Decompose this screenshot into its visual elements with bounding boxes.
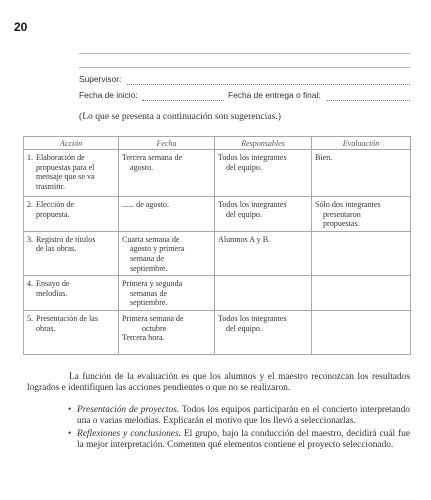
date-line: agosto y primera xyxy=(130,244,185,254)
table-row xyxy=(24,276,411,311)
bullet-text: Todos los equipos participarán en el concierto interpretando una o varias melodías. Explicarán el motivo que los llevó a seleccionarlas. xyxy=(77,405,410,427)
date-line: ...... de agosto. xyxy=(122,200,169,209)
date-line: semana de xyxy=(130,253,164,263)
table-row xyxy=(24,310,411,354)
date-line: Tercera hora. xyxy=(122,333,165,343)
action-cell xyxy=(24,310,119,354)
responsible-line: del equipo. xyxy=(226,323,262,333)
responsible-line: Alumnos A y B. xyxy=(218,234,271,244)
delivery-date-field[interactable] xyxy=(327,100,410,101)
evaluation-cell xyxy=(312,310,411,354)
date-line: septiembre. xyxy=(130,298,168,308)
date-line: semanas de xyxy=(130,288,168,298)
paragraph-text: La función de la evaluación es que los alumnos y el maestro reconozcan los resultados logrados e identifiquen las acciones pendientes o que no se realizaron. xyxy=(27,372,410,394)
date-line: Primera y segunda xyxy=(122,279,183,289)
responsible-cell xyxy=(215,310,312,354)
action-line: Registro de títulos xyxy=(36,234,96,244)
bullet-list xyxy=(68,405,410,453)
date-cell xyxy=(119,150,215,197)
start-date-field[interactable] xyxy=(142,100,224,101)
date-cell xyxy=(119,231,215,275)
header-date: Fecha xyxy=(119,137,215,150)
table-header-row xyxy=(24,137,411,150)
header-action: Acción xyxy=(24,137,119,150)
row-number: 2. xyxy=(27,200,34,209)
evaluation-cell xyxy=(312,276,411,311)
action-line: Elección de xyxy=(36,200,74,209)
responsible-line: Todos los integrantes xyxy=(218,200,287,209)
action-line: trasmitir. xyxy=(36,181,65,191)
delivery-date-label: Fecha de entrega o final: xyxy=(228,90,321,100)
table-row xyxy=(24,150,411,197)
writing-line xyxy=(79,53,410,54)
table-row xyxy=(24,197,411,232)
row-number: 5. xyxy=(27,313,34,323)
bullet-icon: • xyxy=(68,428,72,439)
table-row xyxy=(24,231,411,275)
action-line: Elaboración de xyxy=(36,153,85,162)
action-cell xyxy=(24,231,119,275)
action-line: melodías. xyxy=(36,288,68,298)
responsible-cell xyxy=(215,276,312,311)
bullet-lead: Reflexiones y conclusiones. xyxy=(77,428,181,439)
header-responsible: Responsables xyxy=(215,137,312,150)
list-item xyxy=(68,428,410,452)
action-line: Presentación de las xyxy=(36,313,99,323)
evaluation-cell xyxy=(312,231,411,275)
responsible-line: del equipo. xyxy=(226,162,262,172)
date-line: Primera semana de xyxy=(122,313,184,323)
intro-note: (Lo que se presenta a continuación son sugerencias.) xyxy=(79,111,281,122)
date-line: Tercera semana de xyxy=(122,153,183,162)
action-line: de las obras. xyxy=(36,244,77,254)
bullet-lead: Presentación de proyectos. xyxy=(77,405,180,415)
supervisor-field[interactable] xyxy=(127,84,410,85)
evaluation-line: Sólo dos integrantes xyxy=(315,200,381,209)
action-line: propuestas para el xyxy=(36,162,95,172)
evaluation-cell xyxy=(312,197,411,232)
action-cell xyxy=(24,197,119,232)
action-cell xyxy=(24,276,119,311)
date-cell xyxy=(119,276,215,311)
evaluation-paragraph xyxy=(27,372,410,395)
date-line: septiembre. xyxy=(130,263,168,273)
date-line: Cuarta semana de xyxy=(122,234,180,244)
evaluation-line: presentaron xyxy=(323,209,361,219)
row-number: 3. xyxy=(27,234,34,244)
page-number: 20 xyxy=(14,20,28,34)
responsible-cell xyxy=(215,150,312,197)
responsible-line: del equipo. xyxy=(226,209,262,219)
date-cell xyxy=(119,310,215,354)
header-evaluation: Evaluación xyxy=(312,137,411,150)
responsible-line: Todos los integrantes xyxy=(218,313,287,323)
evaluation-line: Bien. xyxy=(315,153,333,162)
action-line: Ensayo de xyxy=(36,279,70,289)
supervisor-label: Supervisor: xyxy=(79,74,122,84)
writing-line xyxy=(79,67,410,68)
date-cell xyxy=(119,197,215,232)
action-cell xyxy=(24,150,119,197)
bullet-text: El grupo, bajo la conducción del maestro, decidirá cuál fue la mejor interpretación. Comenten qué elementos contiene el proyecto seleccionado. xyxy=(77,428,410,451)
action-line: propuesta. xyxy=(36,209,70,219)
row-number: 1. xyxy=(27,153,34,162)
evaluation-line: propuestas. xyxy=(323,219,360,229)
planning-table xyxy=(23,136,411,355)
date-line: agosto. xyxy=(130,162,154,172)
evaluation-cell xyxy=(312,150,411,197)
responsible-line: Todos los integrantes xyxy=(218,153,287,162)
bullet-icon: • xyxy=(68,405,72,415)
action-line: mensaje que se va xyxy=(36,172,95,182)
action-line: obras. xyxy=(36,323,56,333)
responsible-cell xyxy=(215,197,312,232)
responsible-cell xyxy=(215,231,312,275)
list-item xyxy=(68,405,410,428)
start-date-label: Fecha de inicio: xyxy=(79,90,138,100)
row-number: 4. xyxy=(27,279,34,289)
date-line: octubre xyxy=(142,323,167,333)
